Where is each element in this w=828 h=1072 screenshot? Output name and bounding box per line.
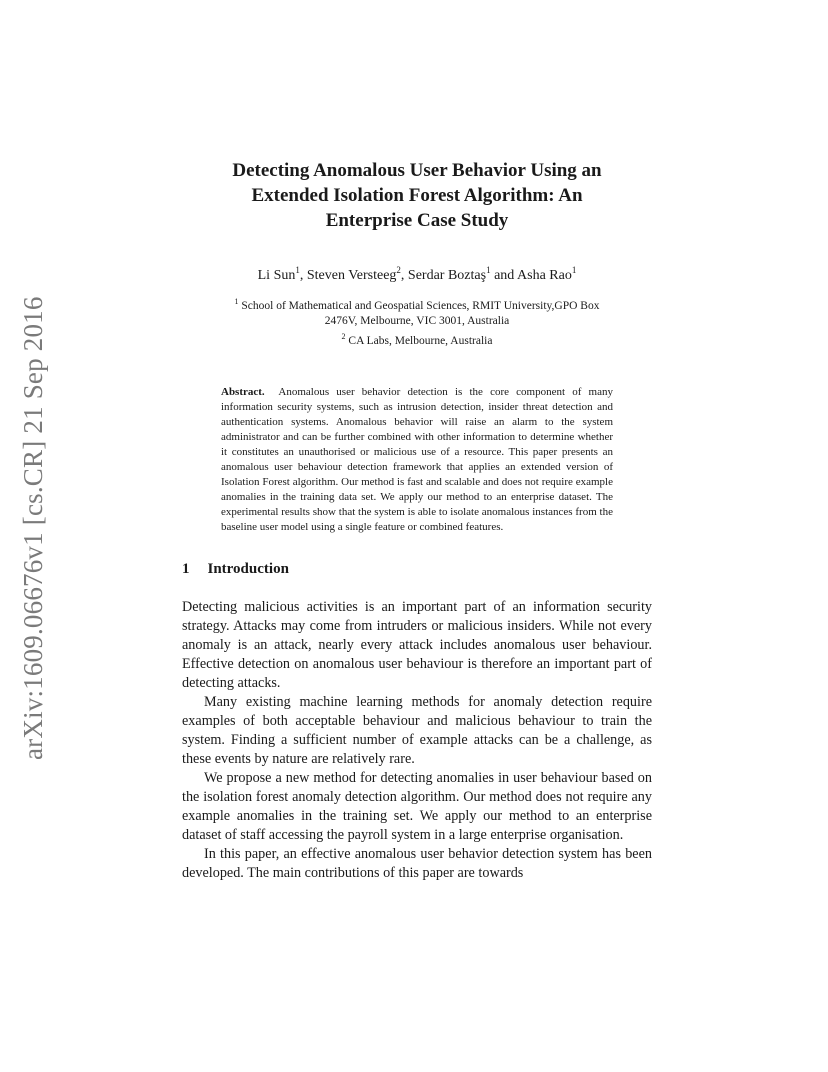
author-affiliation-mark: 1 (486, 265, 491, 275)
affiliation-2 (182, 329, 652, 349)
body-paragraph: We propose a new method for detecting anomalies in user behaviour based on the isolation forest anomaly detection algorithm. Our method does not require any example anomalies in the training set. We apply our method to an enterprise dataset of staff accessing the payroll system in a large enterprise organisation. (182, 770, 652, 843)
author-affiliation-mark: 2 (396, 265, 401, 275)
author-separator: , (400, 268, 408, 283)
author-name: Asha Rao (517, 268, 572, 283)
abstract-label: Abstract. (221, 386, 265, 398)
paper-page (182, 158, 652, 883)
section-heading (182, 561, 652, 578)
section-title: Introduction (207, 561, 289, 577)
affiliation-1 (182, 294, 652, 314)
abstract (221, 385, 613, 535)
title-line-3: Enterprise Case Study (325, 210, 509, 231)
affiliation-1-cont: 2476V, Melbourne, VIC 3001, Australia (324, 315, 510, 327)
affiliations (182, 294, 652, 349)
author-separator: , (299, 268, 307, 283)
author-name: Steven Versteeg (306, 268, 397, 283)
abstract-text: Anomalous user behavior detection is the core component of many information security systems, such as intrusion detection, insider threat detection and authentication systems. Anomalous behavior will raise an alarm to the system administrator and can be further combined with other information to determine whether it constitutes an unauthorised or malicious use of a resource. This paper presents an anomalous user behaviour detection framework that applies an extended version of Isolation Forest algorithm. Our method is fast and scalable and does not require example anomalies in the training data set. We apply our method to an enterprise dataset. The experimental results show that the system is able to isolate anomalous instances from the baseline user model using a single feature or combined features. (221, 386, 613, 533)
section-number: 1 (182, 561, 190, 577)
body-paragraph: In this paper, an effective anomalous user behavior detection system has been developed. The main contributions of this paper are towards (182, 846, 652, 881)
affiliation-mark: 2 (341, 332, 346, 341)
paper-title (182, 158, 652, 233)
author-name: Serdar Boztaş (407, 268, 487, 283)
affiliation-text: School of Mathematical and Geospatial Sciences, RMIT University,GPO Box (238, 300, 600, 312)
affiliation-text: CA Labs, Melbourne, Australia (345, 335, 493, 347)
arxiv-identifier-stamp: arXiv:1609.06676v1 [cs.CR] 21 Sep 2016 (18, 296, 48, 760)
author-affiliation-mark: 1 (295, 265, 300, 275)
title-line-2: Extended Isolation Forest Algorithm: An (251, 185, 583, 206)
body-paragraph: Many existing machine learning methods for anomaly detection require examples of both acceptable behaviour and malicious behaviour to train the system. Finding a sufficient number of example attacks can be a challenge, as these events by nature are relatively rare. (182, 694, 652, 767)
author-name: Li Sun (257, 268, 296, 283)
author-separator: and (490, 268, 518, 283)
affiliation-mark: 1 (234, 297, 239, 306)
title-line-1: Detecting Anomalous User Behavior Using an (232, 160, 602, 181)
body-paragraph: Detecting malicious activities is an important part of an information security strategy. Attacks may come from intruders or malicious insiders. While not every anomaly is an attack, nearly every attack includes anomalous user behaviour. Effective detection on anomalous user behaviour is therefore an important part of detecting attacks. (182, 599, 652, 691)
author-list (182, 265, 652, 284)
author-affiliation-mark: 1 (571, 265, 577, 275)
